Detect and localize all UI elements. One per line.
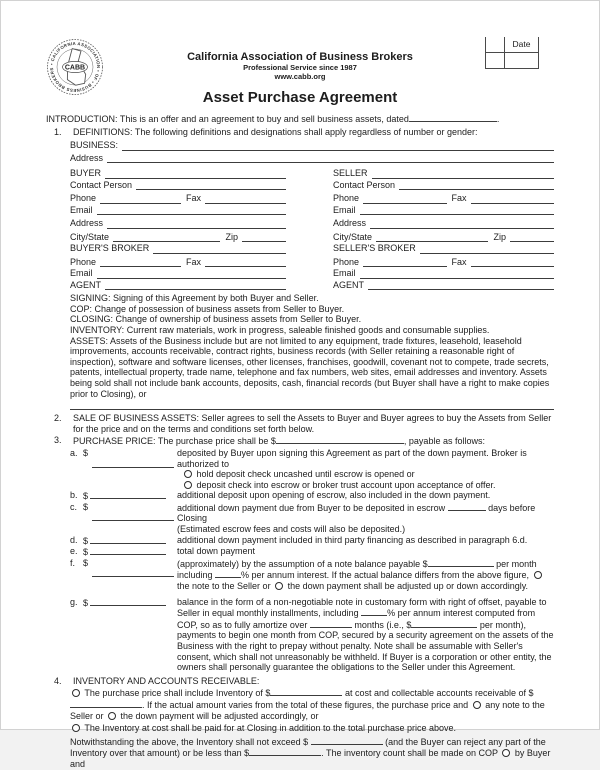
radio-option[interactable] bbox=[473, 701, 481, 709]
purchase-item-b bbox=[70, 490, 554, 502]
document-body bbox=[1, 107, 599, 770]
blank-field[interactable] bbox=[242, 232, 286, 242]
purchase-item-f bbox=[70, 558, 554, 592]
address-label: Address bbox=[333, 218, 367, 229]
dollar-sign: $ bbox=[83, 535, 89, 546]
blank-field[interactable] bbox=[70, 401, 554, 410]
blank-field[interactable] bbox=[90, 535, 166, 544]
contact-label: Contact Person bbox=[70, 179, 133, 190]
blank-field[interactable] bbox=[420, 244, 554, 254]
dollar-sign: $ bbox=[83, 547, 89, 558]
text-run: the down payment shall be adjusted up or down accordingly. bbox=[285, 581, 529, 592]
text-run: hold deposit check uncashed until escrow is opened or bbox=[194, 469, 415, 480]
email-label: Email bbox=[70, 204, 93, 215]
seller-phone-fax-row bbox=[333, 192, 554, 204]
buyer-column bbox=[70, 167, 286, 290]
blank-field[interactable] bbox=[92, 568, 174, 577]
seller-email-row bbox=[333, 204, 554, 216]
seller-broker-row bbox=[333, 242, 554, 254]
city-state-label: City/State bbox=[70, 231, 110, 242]
zip-label: Zip bbox=[493, 231, 506, 242]
text-run: days before Closing bbox=[177, 502, 536, 524]
text-run: . If the actual amount varies from the total of these figures, the purchase price and bbox=[142, 699, 471, 710]
blank-field[interactable] bbox=[249, 747, 321, 756]
dollar-sign: $ bbox=[83, 501, 89, 512]
section-text: SALE OF BUSINESS ASSETS: Seller agrees to sell the Assets to Buyer and Buyer agrees to buy the Assets from Seller for the price and on the terms and conditions set forth below. bbox=[73, 413, 552, 434]
text-run: . The inventory count shall be made on COP bbox=[321, 748, 501, 759]
date-label: Date bbox=[512, 39, 531, 49]
blank-field[interactable] bbox=[215, 569, 241, 578]
glossary-text: Assets of the Business include but are not limited to any equipment, trade fixtures, leasehold, leasehold improvements, accounts receivable, contract rights, business records (with Seller retaining a reasonable right of inspection), software and software licenses, other licenses, franchises, goodwill, covenant not to compete, trade secrets, patents, intellectual property, trade name, telephone and fax numbers, web sites, email addresses and inventory. Assets being sold shall not include bank accounts, deposits, cash, financial records (but Buyer shall have a right to make copies prior to Closing), or bbox=[70, 335, 550, 399]
glossary-term: CLOSING: bbox=[70, 314, 114, 325]
section-heading: INVENTORY AND ACCOUNTS RECEIVABLE: bbox=[73, 675, 260, 686]
blank-field[interactable] bbox=[471, 194, 554, 204]
blank-field[interactable] bbox=[361, 607, 387, 616]
dollar-sign: $ bbox=[83, 447, 89, 458]
agent-label: AGENT bbox=[333, 279, 365, 290]
seller-broker-email-row bbox=[333, 267, 554, 279]
buyer-agent-row bbox=[70, 279, 286, 291]
item-description bbox=[177, 490, 554, 502]
blank-field[interactable] bbox=[372, 169, 554, 179]
radio-option[interactable] bbox=[72, 689, 80, 697]
buyer-broker-row bbox=[70, 242, 286, 254]
blank-field[interactable] bbox=[270, 687, 342, 696]
seller-contact-row bbox=[333, 179, 554, 191]
text-run: months (i.e., $ bbox=[351, 619, 412, 630]
text-run: the note to the Seller or bbox=[177, 581, 274, 592]
section-2-sale-of-assets bbox=[46, 413, 554, 434]
blank-field[interactable] bbox=[90, 490, 166, 499]
glossary-term: COP: bbox=[70, 303, 93, 314]
radio-option[interactable] bbox=[184, 470, 192, 478]
phone-label: Phone bbox=[333, 256, 360, 267]
buyer-address-row bbox=[70, 217, 286, 229]
glossary-text: Change of possession of business assets from Seller to Buyer. bbox=[94, 303, 345, 314]
blank-field[interactable] bbox=[205, 257, 286, 267]
section-number: 4. bbox=[54, 675, 62, 686]
blank-field[interactable] bbox=[428, 558, 494, 567]
text-run: additional deposit upon opening of escrow, also included in the down payment. bbox=[177, 490, 491, 501]
dollar-sign: $ bbox=[83, 557, 89, 568]
glossary-entry bbox=[70, 314, 554, 325]
item-text bbox=[177, 448, 554, 469]
deposit-option-1 bbox=[182, 469, 554, 480]
purchase-item-g bbox=[70, 597, 554, 673]
section-4-inventory bbox=[46, 676, 554, 687]
blank-field[interactable] bbox=[368, 280, 554, 290]
text-run: (and the Buyer can reject any part of the Inventory over that amount) or be less than $ bbox=[70, 736, 546, 759]
purchase-item-c bbox=[70, 502, 554, 535]
item-description bbox=[177, 597, 554, 673]
text-run: additional down payment due from Buyer to be deposited in escrow bbox=[177, 502, 448, 513]
item-description bbox=[177, 502, 554, 535]
contact-label: Contact Person bbox=[333, 179, 396, 190]
glossary-entry bbox=[70, 304, 554, 315]
buyer-contact-row bbox=[70, 179, 286, 191]
text-run: per month), payments to begin one month from COP, secured by a security agreement on the assets of the Business with the right to prepay without penalty. Note shall be assumable with Seller's consent, which shall not unreasonably be withheld. If Buyer is a corporation or other entity, the owners shall personally guarantee the obligations to the Seller under this Agreement. bbox=[177, 619, 554, 673]
blank-field[interactable] bbox=[311, 736, 383, 745]
inventory-option-1 bbox=[70, 687, 554, 721]
phone-label: Phone bbox=[70, 193, 97, 204]
amount-field bbox=[83, 490, 177, 502]
amount-field bbox=[83, 448, 177, 490]
blank-field[interactable] bbox=[409, 113, 497, 122]
glossary-term: INVENTORY: bbox=[70, 324, 125, 335]
text-run: deposit check into escrow or broker trust account upon acceptance of offer. bbox=[194, 479, 496, 490]
text-run: at cost and collectable accounts receivable of $ bbox=[342, 688, 534, 699]
text-run: INTRODUCTION: This is an offer and an agreement to buy and sell business assets, dated bbox=[46, 114, 409, 124]
amount-field bbox=[83, 558, 177, 592]
buyer-email-row bbox=[70, 204, 286, 216]
text-run: Notwithstanding the above, the Inventory shall not exceed $ bbox=[70, 736, 311, 747]
text-run: additional down payment included in third party financing as described in paragraph 6.d. bbox=[177, 534, 528, 545]
blank-field[interactable] bbox=[105, 169, 286, 179]
blank-field[interactable] bbox=[107, 153, 554, 163]
text-run: balance in the form of a non-negotiable note in customary form with right of offset, payable to Seller in equal monthly installments, including bbox=[177, 596, 547, 619]
seller-address-row bbox=[333, 217, 554, 229]
item-letter: d. bbox=[70, 534, 78, 545]
text-run: (Estimated escrow fees and costs will also be deposited.) bbox=[177, 524, 406, 535]
blank-field[interactable] bbox=[363, 194, 446, 204]
text-run: the down payment will be adjusted accordingly, or bbox=[118, 710, 319, 721]
deposit-option-2 bbox=[182, 480, 554, 491]
section-number: 2. bbox=[54, 413, 62, 424]
blank-field[interactable] bbox=[399, 180, 554, 190]
blank-field[interactable] bbox=[136, 180, 286, 190]
document-title: Asset Purchase Agreement bbox=[202, 89, 398, 106]
section-1-definitions bbox=[46, 127, 554, 138]
section-heading bbox=[73, 435, 554, 447]
text-run: total down payment bbox=[177, 546, 256, 557]
blank-field[interactable] bbox=[448, 502, 486, 511]
amount-field bbox=[83, 597, 177, 673]
section-heading: DEFINITIONS: The following definitions and designations shall apply regardless of number or gender: bbox=[73, 126, 478, 137]
text-run: any note to the Seller or bbox=[70, 699, 545, 721]
seller-agent-row bbox=[333, 279, 554, 291]
item-description bbox=[177, 535, 554, 547]
glossary-entry bbox=[70, 293, 554, 304]
blank-field[interactable] bbox=[97, 205, 286, 215]
blank-field[interactable] bbox=[360, 205, 554, 215]
item-description bbox=[177, 448, 554, 490]
blank-field[interactable] bbox=[100, 257, 181, 267]
inventory-limits-line bbox=[70, 736, 554, 770]
purchase-item-d bbox=[70, 535, 554, 547]
email-label: Email bbox=[333, 204, 356, 215]
buyer-broker-email-row bbox=[70, 267, 286, 279]
blank-field[interactable] bbox=[310, 619, 352, 628]
fax-label: Fax bbox=[451, 256, 467, 267]
seller-name-row bbox=[333, 167, 554, 179]
seller-label: SELLER bbox=[333, 168, 368, 179]
seller-broker-label: SELLER'S BROKER bbox=[333, 243, 416, 254]
item-letter: e. bbox=[70, 546, 78, 557]
item-letter: f. bbox=[70, 557, 76, 568]
blank-field[interactable] bbox=[363, 257, 446, 267]
definitions-glossary bbox=[46, 293, 554, 399]
text-run: The Inventory at cost shall be paid for at Closing in addition to the total purchase price above. bbox=[82, 723, 457, 734]
address-label: Address bbox=[70, 152, 104, 163]
blank-field[interactable] bbox=[107, 219, 286, 229]
glossary-text: Signing of this Agreement by both Buyer and Seller. bbox=[113, 293, 319, 304]
buyer-broker-label: BUYER'S BROKER bbox=[70, 243, 150, 254]
blank-field[interactable] bbox=[376, 232, 488, 242]
seller-citystate-row bbox=[333, 231, 554, 243]
amount-field bbox=[83, 535, 177, 547]
glossary-term: ASSETS: bbox=[70, 335, 109, 346]
blank-field[interactable] bbox=[70, 699, 142, 708]
text-run: % per annum interest computed from COP, so as to fully amortize over bbox=[177, 608, 536, 630]
purchase-item-e bbox=[70, 546, 554, 558]
buyer-phone-fax-row bbox=[70, 192, 286, 204]
glossary-entry bbox=[70, 336, 554, 400]
address-label: Address bbox=[70, 218, 104, 229]
dollar-sign: $ bbox=[83, 597, 89, 608]
purchase-item-a bbox=[70, 448, 554, 490]
city-state-label: City/State bbox=[333, 231, 373, 242]
blank-field[interactable] bbox=[92, 512, 174, 521]
phone-label: Phone bbox=[70, 256, 97, 267]
item-letter: b. bbox=[70, 490, 78, 501]
zip-label: Zip bbox=[225, 231, 238, 242]
buyer-label: BUYER bbox=[70, 168, 102, 179]
text-run: . bbox=[496, 114, 500, 124]
blank-field[interactable] bbox=[97, 269, 286, 279]
text-run: % per annum interest. If the actual balance differs from the above figure, bbox=[241, 570, 532, 581]
business-label: BUSINESS: bbox=[70, 140, 119, 151]
inventory-option-2 bbox=[70, 723, 554, 734]
item-letter: g. bbox=[70, 596, 78, 607]
item-description bbox=[177, 546, 554, 558]
glossary-text: Current raw materials, work in progress, saleable finished goods and consumable supplies. bbox=[126, 324, 490, 335]
blank-field[interactable] bbox=[510, 232, 554, 242]
text-run: , payable as follows: bbox=[403, 436, 485, 447]
amount-field bbox=[83, 502, 177, 535]
date-box-cell[interactable] bbox=[505, 53, 538, 68]
document-header bbox=[1, 1, 599, 107]
text-run: The purchase price shall include Inventory of $ bbox=[82, 688, 271, 699]
business-field-row bbox=[70, 138, 554, 151]
seller-column bbox=[333, 167, 554, 290]
glossary-entry bbox=[70, 325, 554, 336]
column-gap bbox=[286, 167, 333, 290]
text-run: (approximately) by the assumption of a note balance payable $ bbox=[177, 558, 428, 569]
blank-field[interactable] bbox=[411, 619, 477, 628]
fax-label: Fax bbox=[186, 256, 202, 267]
radio-option[interactable] bbox=[108, 712, 116, 720]
blank-field[interactable] bbox=[122, 141, 554, 151]
item-letter: a. bbox=[70, 447, 78, 458]
logo-acronym: CABB bbox=[64, 64, 86, 72]
blank-field[interactable] bbox=[90, 597, 166, 606]
blank-field[interactable] bbox=[471, 257, 554, 267]
buyer-name-row bbox=[70, 167, 286, 179]
text-run: deposited by Buyer upon signing this Agreement as part of the down payment. Broker is bbox=[177, 447, 527, 458]
item-description bbox=[177, 558, 554, 592]
date-box-left-cell[interactable] bbox=[486, 37, 505, 52]
text-run: per month including bbox=[177, 558, 537, 581]
radio-option[interactable] bbox=[72, 724, 80, 732]
section-number: 1. bbox=[54, 126, 62, 137]
radio-option[interactable] bbox=[184, 481, 192, 489]
agent-label: AGENT bbox=[70, 279, 102, 290]
section-number: 3. bbox=[54, 435, 62, 446]
blank-field[interactable] bbox=[370, 219, 554, 229]
blank-field[interactable] bbox=[92, 459, 174, 468]
parties-block bbox=[70, 167, 554, 290]
buyer-citystate-row bbox=[70, 231, 286, 243]
text-run: authorized to bbox=[177, 458, 230, 469]
blank-field[interactable] bbox=[276, 435, 404, 444]
radio-option[interactable] bbox=[534, 571, 542, 579]
fax-label: Fax bbox=[451, 193, 467, 204]
amount-field bbox=[83, 546, 177, 558]
blank-field[interactable] bbox=[360, 269, 554, 279]
text-run: PURCHASE PRICE: The purchase price shall be $ bbox=[73, 436, 276, 447]
email-label: Email bbox=[333, 268, 356, 279]
radio-option[interactable] bbox=[502, 749, 510, 757]
org-website: www.cabb.org bbox=[274, 72, 326, 81]
logo-ring-text: • CALIFORNIA ASSOCIATION • OF • BUSINESS BROKERS bbox=[48, 40, 102, 94]
blank-field[interactable] bbox=[90, 546, 166, 555]
date-box-cell[interactable] bbox=[486, 53, 505, 68]
blank-field[interactable] bbox=[100, 194, 181, 204]
dollar-sign: $ bbox=[83, 491, 89, 502]
introduction-line bbox=[46, 113, 554, 125]
fax-label: Fax bbox=[186, 193, 202, 204]
phone-label: Phone bbox=[333, 193, 360, 204]
radio-option[interactable] bbox=[275, 582, 283, 590]
buyer-broker-phone-fax-row bbox=[70, 256, 286, 268]
blank-field[interactable] bbox=[105, 280, 286, 290]
blank-field[interactable] bbox=[205, 194, 286, 204]
business-address-row bbox=[70, 151, 554, 164]
section-3-purchase-price bbox=[46, 435, 554, 447]
blank-field[interactable] bbox=[153, 244, 286, 254]
glossary-term: SIGNING: bbox=[70, 293, 111, 304]
email-label: Email bbox=[70, 268, 93, 279]
text-run: by Buyer and bbox=[70, 748, 551, 769]
glossary-text: Change of ownership of business assets from Seller to Buyer. bbox=[115, 314, 362, 325]
blank-field[interactable] bbox=[113, 232, 220, 242]
item-letter: c. bbox=[70, 501, 78, 512]
org-name: California Association of Business Brokers bbox=[187, 51, 413, 63]
seller-broker-phone-fax-row bbox=[333, 256, 554, 268]
date-box bbox=[485, 37, 539, 69]
org-tagline: Professional Service since 1987 bbox=[243, 63, 357, 72]
